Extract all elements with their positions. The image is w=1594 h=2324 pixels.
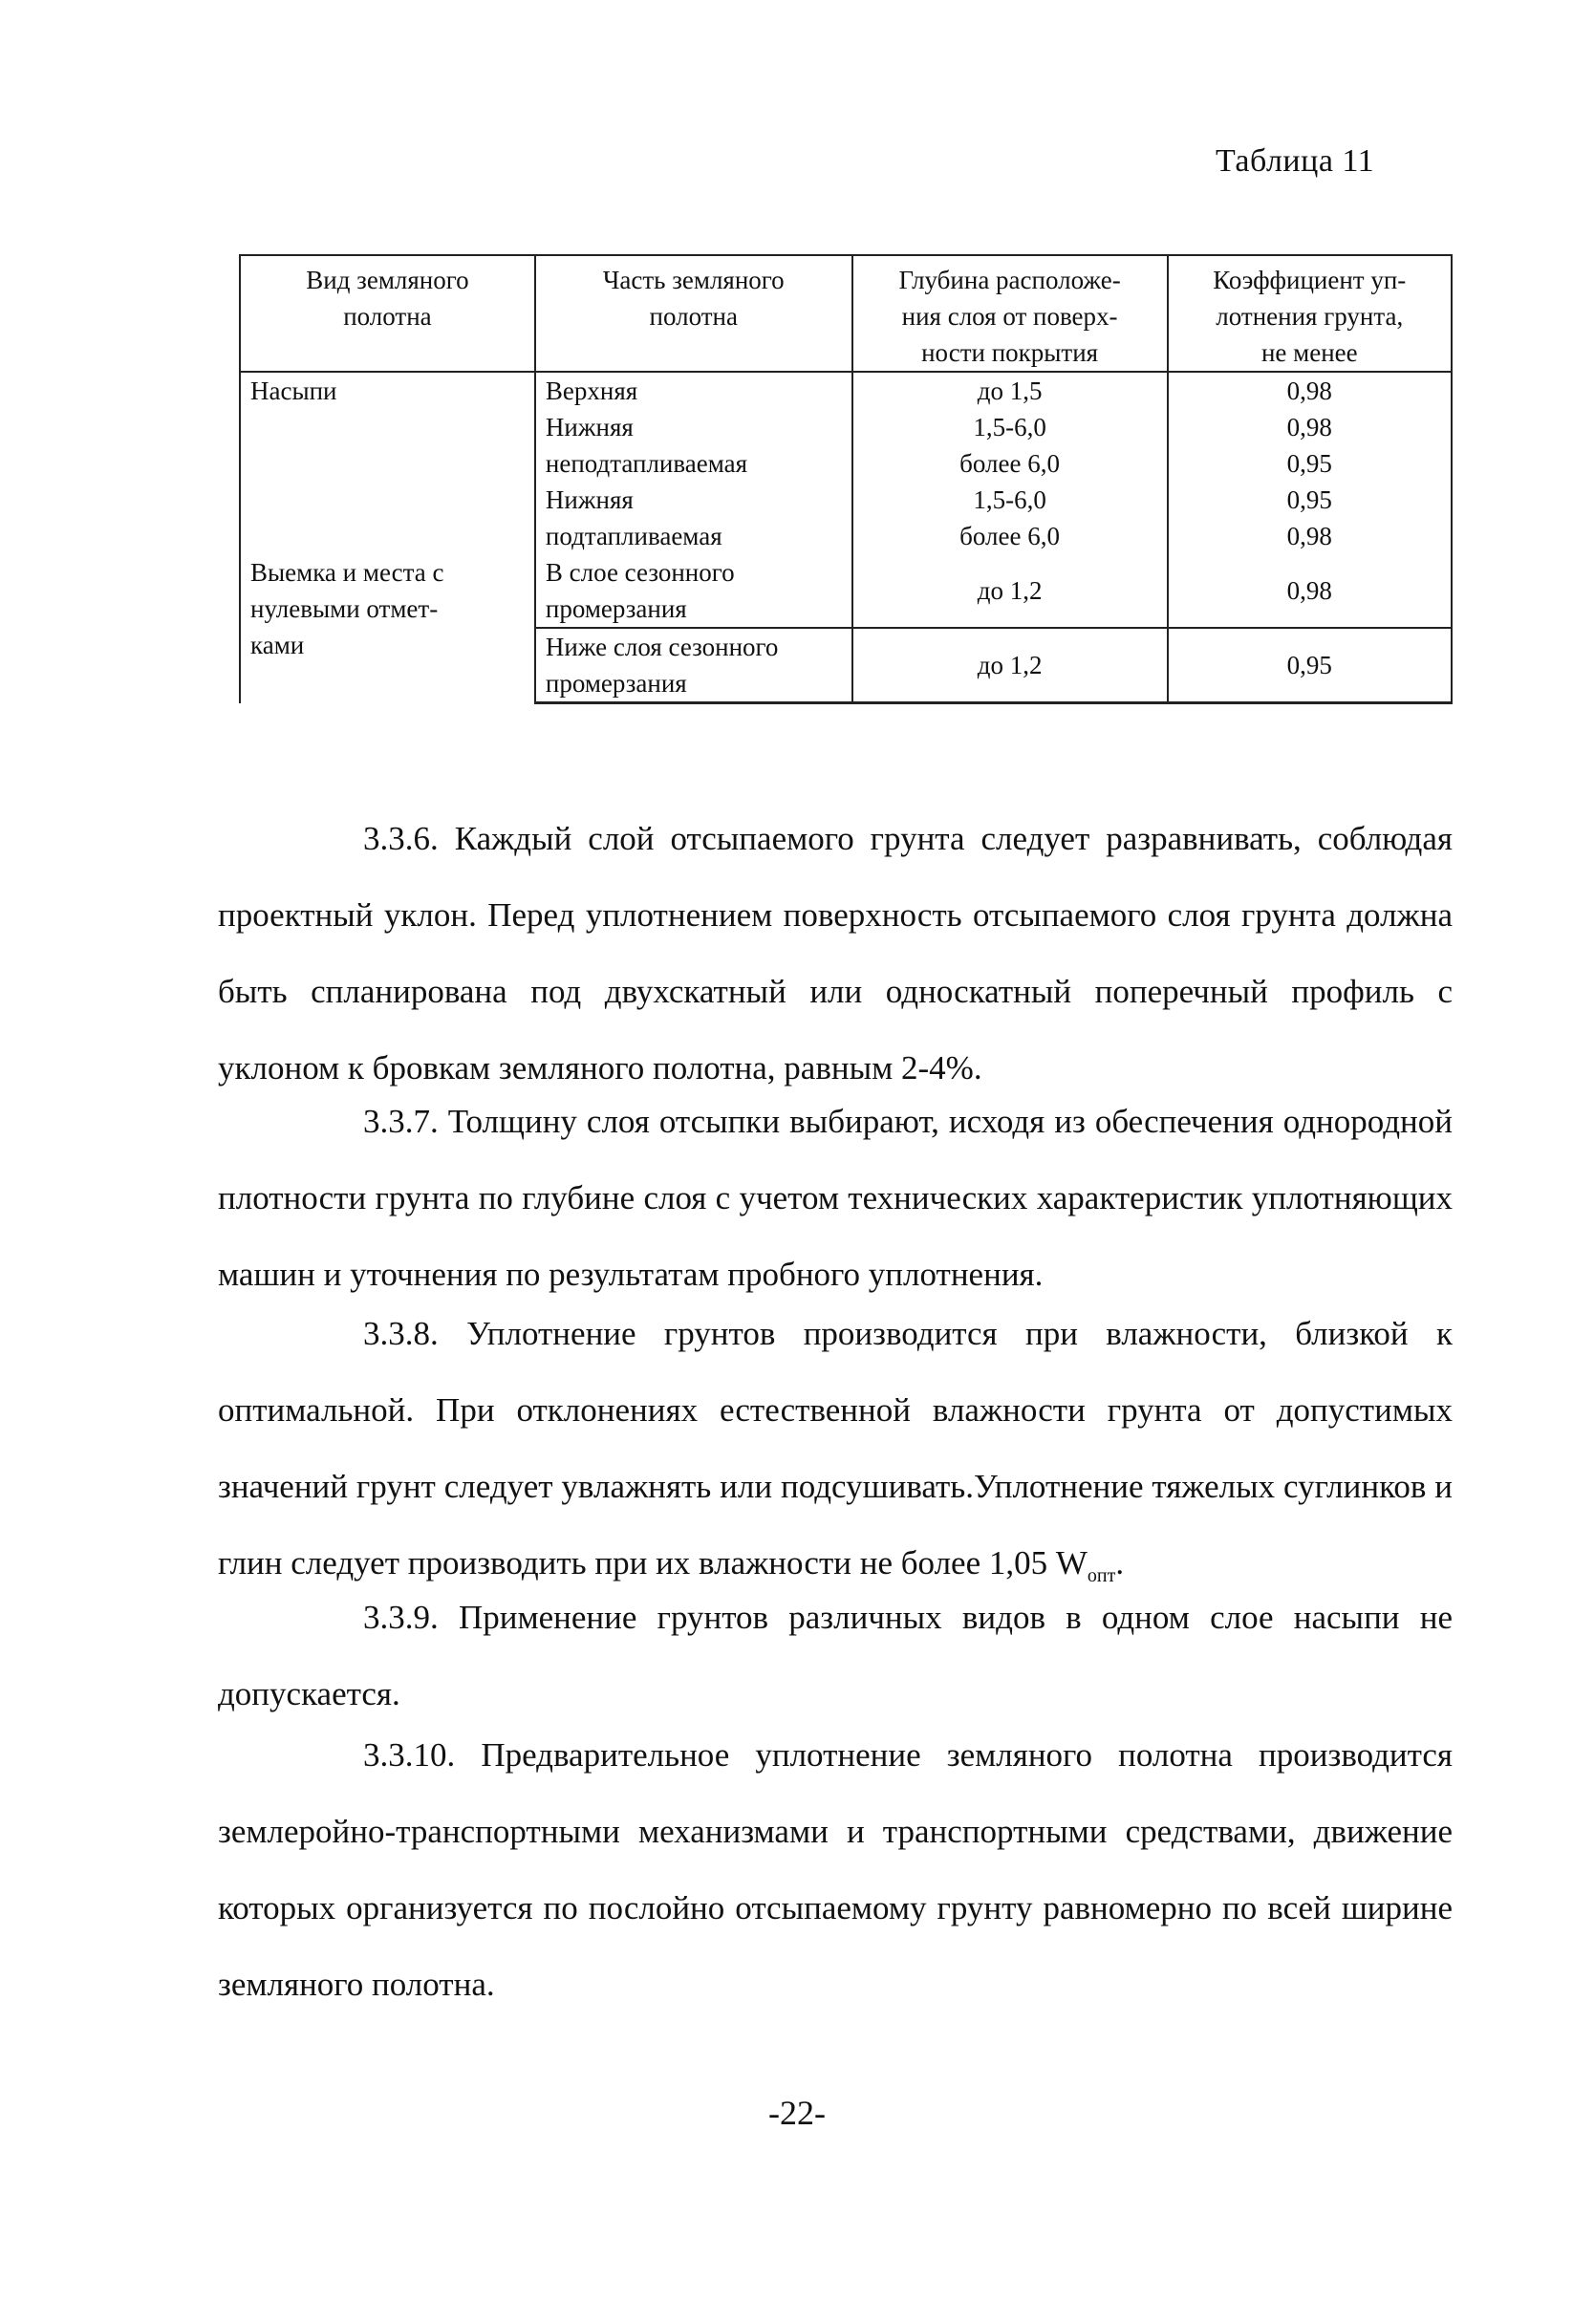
table-cell: 0,98: [1168, 372, 1452, 409]
table-cell: неподтапливаемая: [535, 445, 852, 482]
table-row: [240, 518, 1452, 554]
header-cell: Вид земляного полотна: [240, 255, 535, 372]
paragraph-3-3-8: 3.3.8. Уплотнение грунтов производится при влажности, близкой к оптимальной. При отклонениях естественной влажности грунта от допустимых значений грунт следует увлажнять или подсушивать.Уплотнение тяжелых суглинков и глин следует производить при их влажности не более 1,05 $W_{опт}$.: [218, 1315, 1453, 1586]
paragraph-3-3-6: 3.3.6. Каждый слой отсыпаемого грунта следует разравнивать, соблюдая проектный уклон. Перед уплотнением поверхность отсыпаемого слоя грунта должна быть спланирована под двухскатный или односкатный поперечный профиль с уклоном к бровкам земляного полотна, равным 2-4%.: [218, 820, 1453, 1087]
table-cell: В слое сезонного промерзания: [535, 554, 852, 628]
table-cell: 0,95: [1168, 628, 1452, 703]
table-cell: [240, 482, 535, 518]
page-number: -22-: [768, 2094, 826, 2132]
paragraph-3-3-10: 3.3.10. Предварительное уплотнение земляного полотна производится землеройно-транспортными механизмами и транспортными средствами, движение которых организуется по послойно отсыпаемому грунту равномерно по всей ширине земляного полотна.: [218, 1736, 1453, 2003]
table-cell: Нижняя: [535, 482, 852, 518]
table-cell: до 1,2: [852, 554, 1168, 628]
header-cell: Коэффициент уп- лотнения грунта, не менее: [1168, 255, 1452, 372]
table-row: [240, 482, 1452, 518]
table-cell: 0,95: [1168, 445, 1452, 482]
table-cell: 0,98: [1168, 554, 1452, 628]
table-cell: Ниже слоя сезонного промерзания: [535, 628, 852, 703]
table-cell: Выемка и места с нулевыми отмет- ками: [240, 554, 535, 703]
table-cell: [240, 445, 535, 482]
table-row: [240, 372, 1452, 409]
table-caption: Таблица 11: [1216, 143, 1375, 179]
header-cell: Глубина расположе- ния слоя от поверх- ности покрытия: [852, 255, 1168, 372]
table-cell: до 1,5: [852, 372, 1168, 409]
paragraph-3-3-9: 3.3.9. Применение грунтов различных видов в одном слое насыпи не допускается.: [218, 1599, 1453, 1712]
table-cell: подтапливаемая: [535, 518, 852, 554]
paragraph-3-3-7: 3.3.7. Толщину слоя отсыпки выбирают, исходя из обеспечения однородной плотности грунта по глубине слоя с учетом технических характеристик уплотняющих машин и уточнения по результатам пробного уплотнения.: [218, 1103, 1453, 1293]
table-cell: 0,98: [1168, 409, 1452, 445]
table-cell: 0,98: [1168, 518, 1452, 554]
table-cell: [240, 518, 535, 554]
header-cell: Часть земляного полотна: [535, 255, 852, 372]
table-cell: Насыпи: [240, 372, 535, 409]
table-cell: Нижняя: [535, 409, 852, 445]
table-cell: до 1,2: [852, 628, 1168, 703]
table-row: [240, 445, 1452, 482]
compaction-table: [239, 254, 1453, 704]
table-row: [240, 409, 1452, 445]
table-cell: 0,95: [1168, 482, 1452, 518]
table-cell: более 6,0: [852, 445, 1168, 482]
table-header-row: [240, 255, 1452, 372]
table-cell: 1,5-6,0: [852, 409, 1168, 445]
table-cell: более 6,0: [852, 518, 1168, 554]
table-cell: Верхняя: [535, 372, 852, 409]
table-cell: [240, 409, 535, 445]
table-row: [240, 554, 1452, 628]
table-cell: 1,5-6,0: [852, 482, 1168, 518]
